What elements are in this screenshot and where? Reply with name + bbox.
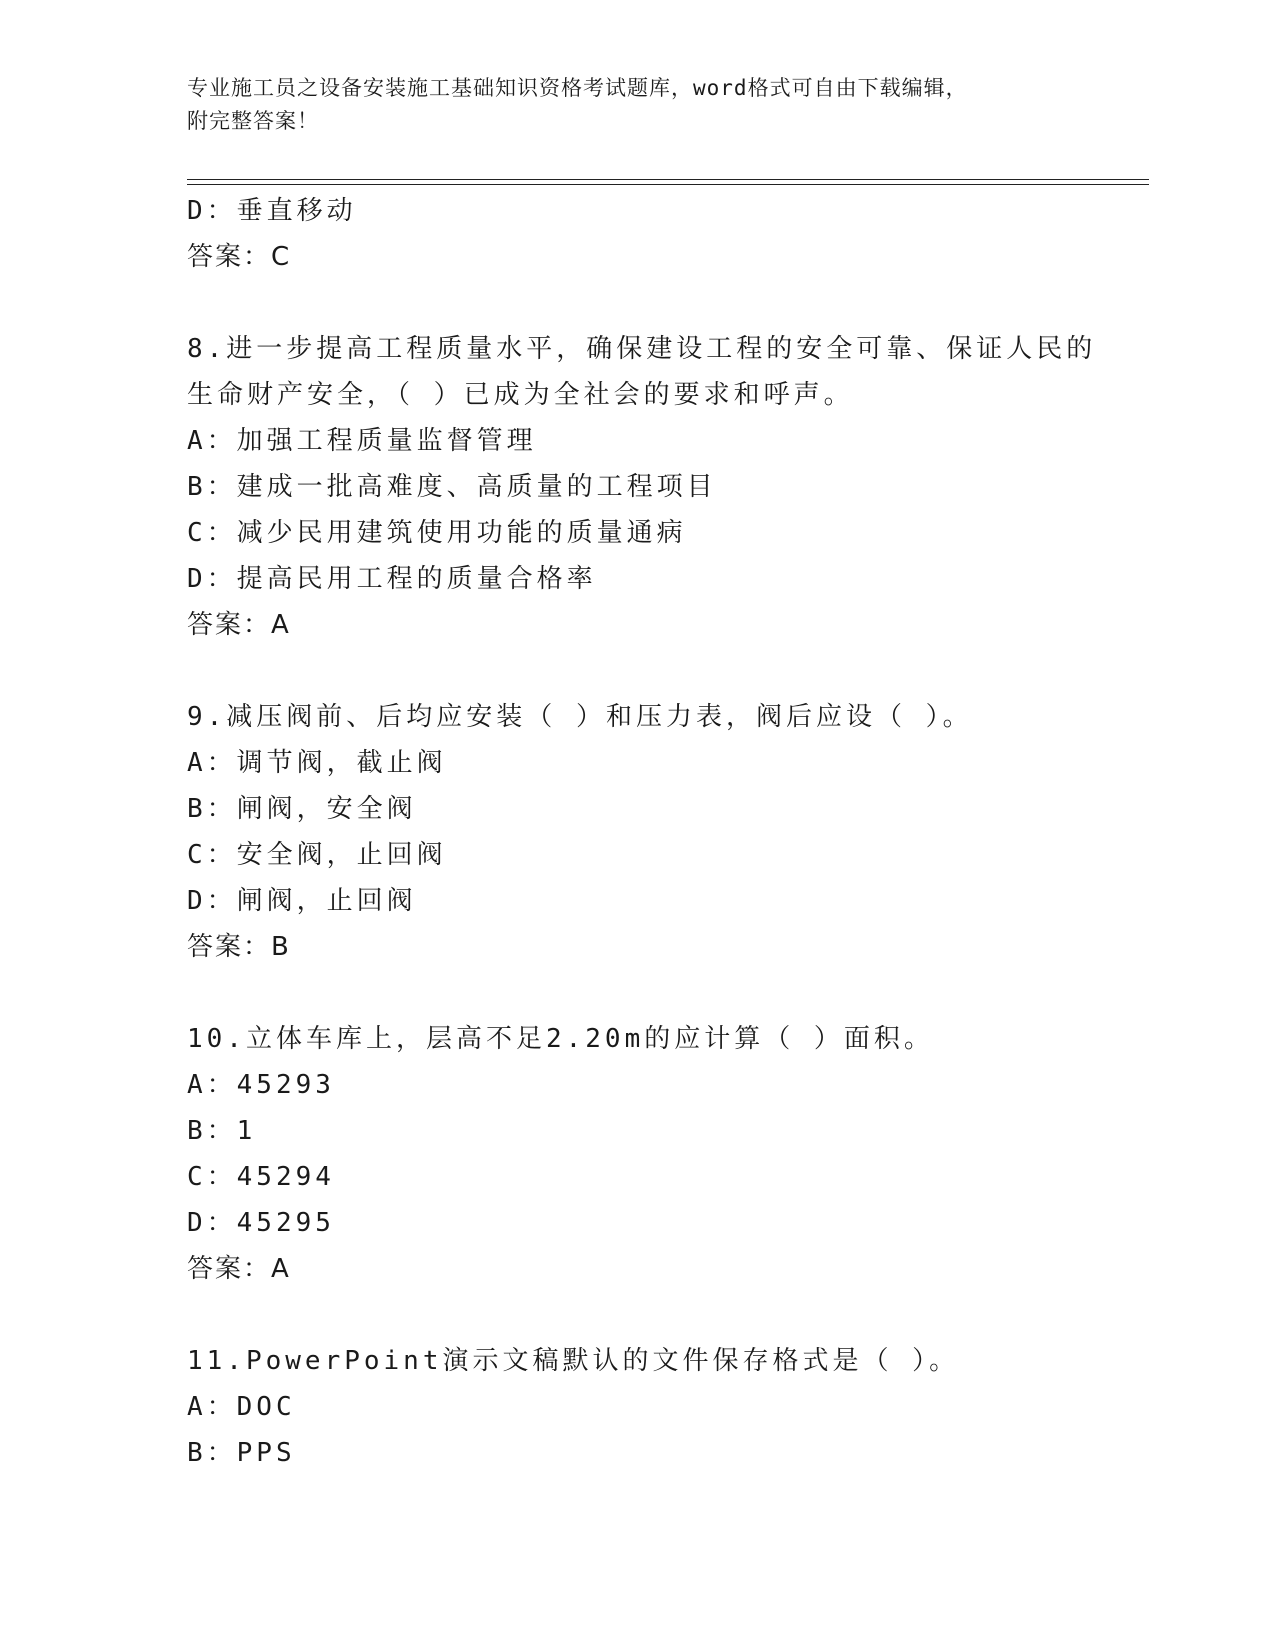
document-header (187, 72, 1087, 138)
option-d: D：45295 (187, 1208, 335, 1238)
question-10 (187, 1016, 1107, 1292)
option-a: A：DOC (187, 1392, 296, 1422)
answer-line: 答案：C (187, 242, 292, 272)
question-stem: 11.PowerPoint演示文稿默认的文件保存格式是（ ）。 (187, 1346, 960, 1376)
answer-line: 答案：B (187, 932, 291, 962)
option-a: A：45293 (187, 1070, 335, 1100)
option-c: C：45294 (187, 1162, 335, 1192)
question-stem: 10.立体车库上，层高不足2.20m的应计算（ ）面积。 (187, 1024, 934, 1054)
header-title-line-2: 附完整答案！ (187, 109, 319, 133)
answer-line: 答案：A (187, 610, 291, 640)
option-a: A：调节阀，截止阀 (187, 748, 447, 778)
option-d: D：提高民用工程的质量合格率 (187, 564, 597, 594)
answer-line: 答案：A (187, 1254, 291, 1284)
header-title-line-1: 专业施工员之设备安装施工基础知识资格考试题库，word格式可自由下载编辑， (187, 76, 968, 100)
question-stem-continued: 生命财产安全，（ ）已成为全社会的要求和呼声。 (187, 380, 854, 410)
question-9 (187, 694, 1107, 970)
option-d: D：闸阀，止回阀 (187, 886, 417, 916)
option-b: B：闸阀，安全阀 (187, 794, 417, 824)
option-a: A：加强工程质量监督管理 (187, 426, 537, 456)
option-c: C：安全阀，止回阀 (187, 840, 447, 870)
option-b: B：PPS (187, 1438, 296, 1468)
question-stem: 9.减压阀前、后均应安装（ ）和压力表，阀后应设（ ）。 (187, 702, 973, 732)
option-b: B：建成一批高难度、高质量的工程项目 (187, 472, 717, 502)
header-divider-top (187, 179, 1149, 180)
question-list (187, 188, 1107, 1476)
option-d: D：垂直移动 (187, 196, 357, 226)
question-11 (187, 1338, 1107, 1476)
option-b: B：1 (187, 1116, 257, 1146)
question-8 (187, 326, 1107, 648)
header-divider-bottom (187, 184, 1149, 185)
question-stem: 8.进一步提高工程质量水平，确保建设工程的安全可靠、保证人民的 (187, 334, 1097, 364)
option-c: C：减少民用建筑使用功能的质量通病 (187, 518, 687, 548)
question-7-tail (187, 188, 1107, 280)
